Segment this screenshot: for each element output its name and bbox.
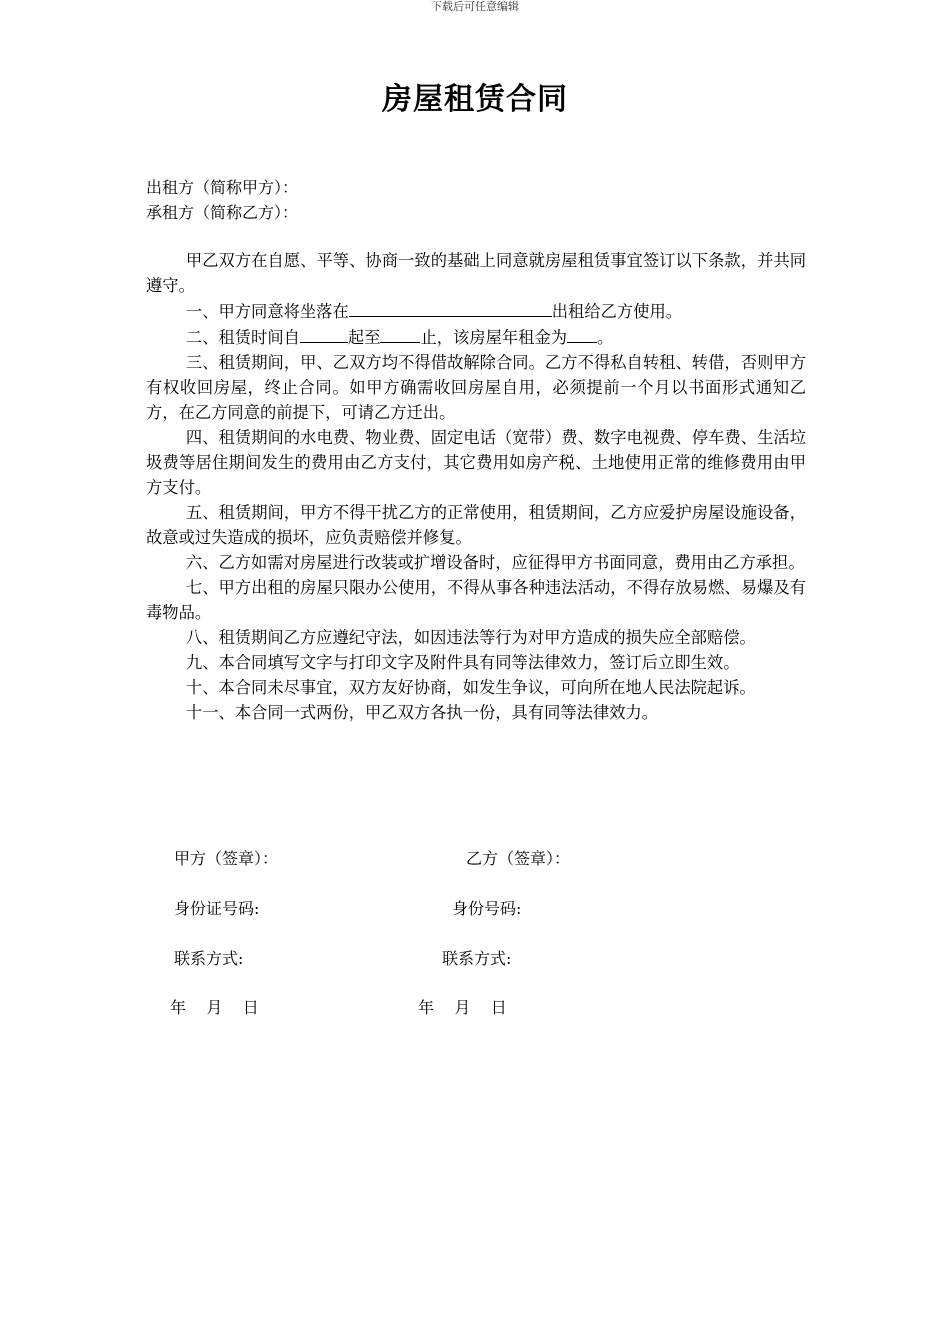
- party-b-contact-label: 联系方式:: [442, 949, 512, 968]
- clause-7: 七、甲方出租的房屋只限办公使用，不得从事各种违法活动，不得存放易燃、易爆及有毒物品。: [146, 578, 806, 622]
- lessor-line: 出租方（简称甲方）：: [146, 178, 299, 197]
- clause-4: 四、租赁期间的水电费、物业费、固定电话（宽带）费、数字电视费、停车费、生活垃圾费等居住期间发生的费用由乙方支付，其它费用如房产税、土地使用正常的维修费用由甲方支付。: [146, 428, 806, 497]
- clause-2-text-b: 起至: [347, 328, 381, 347]
- party-a-signature-label: 甲方（签章）：: [174, 849, 279, 868]
- page-title: 房屋租赁合同: [382, 82, 568, 117]
- clause-2-text-c: 止，该房屋年租金为: [420, 328, 568, 347]
- clause-2-text-a: 二、租赁时间自: [185, 328, 300, 347]
- clause-1-text-a: 一、甲方同意将坐落在: [185, 302, 349, 321]
- clause-8: 八、租赁期间乙方应遵纪守法，如因违法等行为对甲方造成的损失应全部赔偿。: [185, 628, 756, 647]
- clause-2: [146, 324, 806, 350]
- party-a-contact-label: 联系方式:: [174, 949, 244, 968]
- party-b-signature-label: 乙方（签章）：: [466, 849, 571, 868]
- party-a-id-label: 身份证号码:: [174, 899, 260, 918]
- clause-6: 六、乙方如需对房屋进行改装或扩增设备时，应征得甲方书面同意，费用由乙方承担。: [185, 553, 805, 572]
- clause-10: 十、本合同未尽事宜，双方友好协商，如发生争议，可向所在地人民法院起诉。: [185, 678, 756, 697]
- party-b-id-label: 身份号码:: [452, 899, 522, 918]
- clause-11: 十一、本合同一式两份，甲乙双方各执一份，具有同等法律效力。: [185, 703, 659, 722]
- rent-blank: [567, 324, 597, 343]
- clause-1: [146, 298, 806, 324]
- end-date-blank: [380, 324, 420, 343]
- clause-5: 五、租赁期间，甲方不得干扰乙方的正常使用，租赁期间，乙方应爱护房屋设施设备，故意或过失造成的损坏，应负责赔偿并修复。: [146, 503, 806, 547]
- contract-body: [146, 248, 806, 725]
- lessee-line: 承租方（简称乙方）：: [146, 203, 299, 222]
- start-date-blank: [300, 324, 348, 343]
- address-blank: [349, 298, 552, 317]
- party-b-date: 年 月 日: [418, 998, 507, 1017]
- intro-paragraph: 甲乙双方在自愿、平等、协商一致的基础上同意就房屋租赁事宜签订以下条款，并共同遵守。: [146, 251, 806, 295]
- parties-block: [146, 175, 806, 225]
- clause-3: 三、租赁期间，甲、乙双方均不得借故解除合同。乙方不得私自转租、转借，否则甲方有权收回房屋，终止合同。如甲方确需收回房屋自用，必须提前一个月以书面形式通知乙方，在乙方同意的前提下，可请乙方迁出。: [146, 353, 806, 422]
- clause-9: 九、本合同填写文字与打印文字及附件具有同等法律效力，签订后立即生效。: [185, 653, 740, 672]
- clause-1-text-b: 出租给乙方使用。: [551, 302, 683, 321]
- header-note: 下载后可任意编辑: [431, 0, 519, 13]
- clause-2-text-d: 。: [597, 328, 614, 347]
- party-a-date: 年 月 日: [170, 998, 259, 1017]
